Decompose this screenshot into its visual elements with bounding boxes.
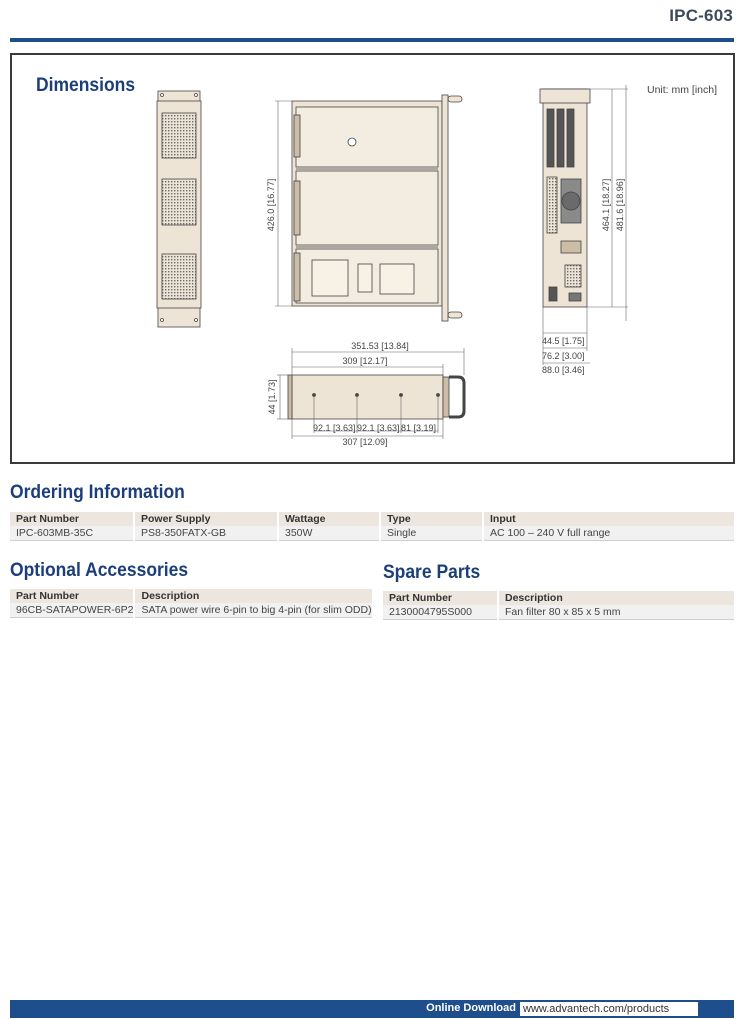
ordering-cell-power: PS8-350FATX-GB [134,526,278,541]
dimension-drawings [12,55,733,462]
dim-side-w3: 88.0 [3.46] [542,365,585,375]
dim-front-s1: 92.1 [3.63] [313,423,356,433]
table-row [383,605,734,620]
ordering-header-power: Power Supply [134,512,278,526]
ordering-cell-type: Single [380,526,483,541]
dim-side-h2: 481.6 [18.96] [615,178,625,232]
unit-label: Unit: mm [inch] [646,84,717,96]
ordering-header-type: Type [380,512,483,526]
ordering-header-input: Input [483,512,734,526]
ordering-cell-input: AC 100 – 240 V full range [483,526,734,541]
top-rule [10,38,734,42]
dim-front-w2: 309 [12.17] [342,356,388,366]
accessories-header-desc: Description [134,589,371,603]
spare-parts-title: Spare Parts [383,562,481,583]
ordering-cell-wattage: 350W [278,526,380,541]
dim-side-w2: 76.2 [3.00] [542,351,585,361]
accessories-title: Optional Accessories [10,560,189,581]
spare-header-desc: Description [498,591,734,605]
dim-front-w3: 307 [12.09] [342,437,388,447]
front-view [288,375,464,419]
ordering-cell-part: IPC-603MB-35C [10,526,134,541]
ordering-title: Ordering Information [10,482,185,503]
accessories-header-part: Part Number [10,589,134,603]
spare-parts-table [383,591,734,620]
dim-front-s3: 81 [3.19] [401,423,437,433]
dim-top-depth: 426.0 [16.77] [266,178,276,232]
top-view-chassis [157,91,201,327]
dim-front-s2: 92.1 [3.63] [357,423,400,433]
spare-cell-desc: Fan filter 80 x 85 x 5 mm [498,605,734,620]
dimensions-title: Dimensions [36,75,136,96]
model-title: IPC-603 [669,6,733,25]
accessories-table [10,589,372,618]
ordering-header-wattage: Wattage [278,512,380,526]
table-row [10,603,372,618]
dim-side-w1: 44.5 [1.75] [542,336,585,346]
accessories-cell-part: 96CB-SATAPOWER-6P2 [10,603,134,618]
dim-side-h1: 464.1 [18.27] [601,178,611,232]
spare-cell-part: 2130004795S000 [383,605,498,620]
dimensions-panel [10,53,735,464]
dim-front-h: 44 [1.73] [267,379,277,415]
accessories-cell-desc: SATA power wire 6-pin to big 4-pin (for slim ODD) [134,603,371,618]
online-download-label: Online Download [426,1002,516,1014]
ordering-table [10,512,734,541]
internal-view [292,95,462,321]
dim-front-w1: 351.53 [13.84] [351,341,409,351]
spare-header-part: Part Number [383,591,498,605]
ordering-header-part: Part Number [10,512,134,526]
table-row [10,526,734,541]
footer-bar [10,1000,734,1018]
download-url-link[interactable]: www.advantech.com/products [520,1002,698,1016]
rear-view [540,89,590,307]
